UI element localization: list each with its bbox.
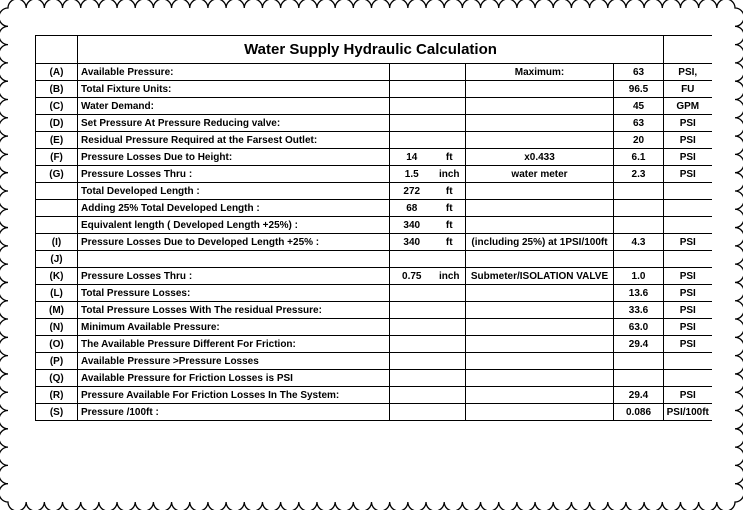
row-label: (G) — [36, 166, 78, 183]
row-description: Residual Pressure Required at the Farsest Outlet: — [78, 132, 390, 149]
row-label: (Q) — [36, 370, 78, 387]
row-quantity: 68 — [390, 200, 434, 217]
row-label: (M) — [36, 302, 78, 319]
row-unit — [434, 64, 466, 81]
row-value-unit — [664, 217, 712, 234]
row-description: Pressure Losses Due to Developed Length +25% : — [78, 234, 390, 251]
row-unit — [434, 285, 466, 302]
row-unit — [434, 251, 466, 268]
row-label: (P) — [36, 353, 78, 370]
row-label: (R) — [36, 387, 78, 404]
row-unit — [434, 387, 466, 404]
row-label: (J) — [36, 251, 78, 268]
row-value: 96.5 — [614, 81, 664, 98]
row-note — [466, 319, 614, 336]
row-value: 20 — [614, 132, 664, 149]
row-note — [466, 387, 614, 404]
row-value: 2.3 — [614, 166, 664, 183]
row-value: 63 — [614, 64, 664, 81]
row-quantity — [390, 302, 434, 319]
row-value-unit: PSI/100ft — [664, 404, 712, 421]
row-unit — [434, 302, 466, 319]
row-value-unit: PSI — [664, 268, 712, 285]
row-value: 1.0 — [614, 268, 664, 285]
row-quantity — [390, 98, 434, 115]
row-value — [614, 200, 664, 217]
row-value: 13.6 — [614, 285, 664, 302]
row-quantity — [390, 132, 434, 149]
table-row — [36, 81, 712, 98]
row-description: Pressure Available For Friction Losses In The System: — [78, 387, 390, 404]
row-quantity — [390, 387, 434, 404]
row-note: water meter — [466, 166, 614, 183]
row-value-unit: PSI — [664, 234, 712, 251]
row-label: (S) — [36, 404, 78, 421]
row-value-unit — [664, 200, 712, 217]
row-description: Set Pressure At Pressure Reducing valve: — [78, 115, 390, 132]
row-note — [466, 200, 614, 217]
table-row — [36, 268, 712, 285]
table-row — [36, 336, 712, 353]
row-value — [614, 353, 664, 370]
row-unit: inch — [434, 268, 466, 285]
table-row — [36, 404, 712, 421]
row-quantity — [390, 64, 434, 81]
hydraulic-calculation-table — [35, 35, 712, 421]
row-quantity — [390, 285, 434, 302]
row-description: Total Fixture Units: — [78, 81, 390, 98]
table-row — [36, 319, 712, 336]
row-value: 29.4 — [614, 336, 664, 353]
row-unit — [434, 370, 466, 387]
row-note — [466, 370, 614, 387]
row-value: 29.4 — [614, 387, 664, 404]
row-label: (C) — [36, 98, 78, 115]
row-note: (including 25%) at 1PSI/100ft — [466, 234, 614, 251]
row-label: (K) — [36, 268, 78, 285]
row-value-unit: PSI, — [664, 64, 712, 81]
row-note — [466, 404, 614, 421]
row-note — [466, 285, 614, 302]
row-note: Submeter/ISOLATION VALVE — [466, 268, 614, 285]
row-value: 6.1 — [614, 149, 664, 166]
row-label — [36, 217, 78, 234]
row-value — [614, 217, 664, 234]
row-label: (N) — [36, 319, 78, 336]
table-row — [36, 115, 712, 132]
row-quantity — [390, 115, 434, 132]
row-unit — [434, 115, 466, 132]
table-row — [36, 132, 712, 149]
row-note — [466, 251, 614, 268]
sheet-title: Water Supply Hydraulic Calculation — [78, 36, 664, 64]
row-label: (E) — [36, 132, 78, 149]
row-description: Equivalent length ( Developed Length +25%) : — [78, 217, 390, 234]
row-note — [466, 81, 614, 98]
row-description: Water Demand: — [78, 98, 390, 115]
row-quantity — [390, 251, 434, 268]
row-label: (O) — [36, 336, 78, 353]
row-label: (B) — [36, 81, 78, 98]
row-description: Available Pressure for Friction Losses is PSI — [78, 370, 390, 387]
row-value-unit: GPM — [664, 98, 712, 115]
row-unit: ft — [434, 183, 466, 200]
row-value-unit — [664, 353, 712, 370]
row-unit: ft — [434, 149, 466, 166]
row-description: Adding 25% Total Developed Length : — [78, 200, 390, 217]
row-value-unit — [664, 370, 712, 387]
row-value — [614, 251, 664, 268]
table-row — [36, 251, 712, 268]
row-value-unit: PSI — [664, 115, 712, 132]
row-description: Pressure Losses Thru : — [78, 166, 390, 183]
row-value-unit: PSI — [664, 149, 712, 166]
row-note — [466, 217, 614, 234]
row-unit: ft — [434, 217, 466, 234]
title-row — [36, 36, 712, 64]
row-note — [466, 98, 614, 115]
row-quantity — [390, 81, 434, 98]
row-unit — [434, 404, 466, 421]
table-row — [36, 387, 712, 404]
row-label: (A) — [36, 64, 78, 81]
row-value-unit: PSI — [664, 285, 712, 302]
table-row — [36, 302, 712, 319]
row-description: The Available Pressure Different For Friction: — [78, 336, 390, 353]
row-description — [78, 251, 390, 268]
row-value: 33.6 — [614, 302, 664, 319]
row-value-unit: PSI — [664, 387, 712, 404]
row-note: x0.433 — [466, 149, 614, 166]
table-row — [36, 166, 712, 183]
row-quantity: 14 — [390, 149, 434, 166]
table-row — [36, 183, 712, 200]
row-label: (D) — [36, 115, 78, 132]
row-label: (L) — [36, 285, 78, 302]
table-row — [36, 217, 712, 234]
table-row — [36, 370, 712, 387]
row-quantity — [390, 370, 434, 387]
table-row — [36, 98, 712, 115]
row-value-unit: FU — [664, 81, 712, 98]
row-unit: ft — [434, 234, 466, 251]
row-label — [36, 200, 78, 217]
row-label: (I) — [36, 234, 78, 251]
row-value — [614, 370, 664, 387]
row-quantity — [390, 404, 434, 421]
row-description: Total Pressure Losses: — [78, 285, 390, 302]
row-quantity: 340 — [390, 234, 434, 251]
row-unit — [434, 319, 466, 336]
row-quantity: 1.5 — [390, 166, 434, 183]
row-note — [466, 115, 614, 132]
row-unit: inch — [434, 166, 466, 183]
row-quantity — [390, 353, 434, 370]
row-note — [466, 302, 614, 319]
row-note — [466, 132, 614, 149]
row-unit — [434, 81, 466, 98]
row-value: 63 — [614, 115, 664, 132]
row-value — [614, 183, 664, 200]
row-description: Pressure /100ft : — [78, 404, 390, 421]
row-value-unit: PSI — [664, 336, 712, 353]
row-value-unit — [664, 251, 712, 268]
row-label: (F) — [36, 149, 78, 166]
row-label — [36, 183, 78, 200]
row-note — [466, 183, 614, 200]
row-unit — [434, 336, 466, 353]
row-value: 63.0 — [614, 319, 664, 336]
row-description: Pressure Losses Due to Height: — [78, 149, 390, 166]
row-description: Minimum Available Pressure: — [78, 319, 390, 336]
row-quantity: 272 — [390, 183, 434, 200]
table-row — [36, 353, 712, 370]
row-value: 0.086 — [614, 404, 664, 421]
row-description: Available Pressure: — [78, 64, 390, 81]
table-row — [36, 149, 712, 166]
row-value-unit: PSI — [664, 319, 712, 336]
row-unit — [434, 98, 466, 115]
row-quantity: 0.75 — [390, 268, 434, 285]
table-row — [36, 200, 712, 217]
row-unit: ft — [434, 200, 466, 217]
row-quantity — [390, 319, 434, 336]
row-value: 45 — [614, 98, 664, 115]
row-quantity — [390, 336, 434, 353]
table-row — [36, 234, 712, 251]
row-value-unit: PSI — [664, 132, 712, 149]
row-note — [466, 336, 614, 353]
row-note — [466, 353, 614, 370]
row-value-unit: PSI — [664, 166, 712, 183]
row-value-unit: PSI — [664, 302, 712, 319]
row-description: Pressure Losses Thru : — [78, 268, 390, 285]
row-quantity: 340 — [390, 217, 434, 234]
row-description: Available Pressure >Pressure Losses — [78, 353, 390, 370]
row-note: Maximum: — [466, 64, 614, 81]
table-row — [36, 64, 712, 81]
row-unit — [434, 132, 466, 149]
row-description: Total Developed Length : — [78, 183, 390, 200]
row-value-unit — [664, 183, 712, 200]
table-row — [36, 285, 712, 302]
row-description: Total Pressure Losses With The residual Pressure: — [78, 302, 390, 319]
row-unit — [434, 353, 466, 370]
row-value: 4.3 — [614, 234, 664, 251]
